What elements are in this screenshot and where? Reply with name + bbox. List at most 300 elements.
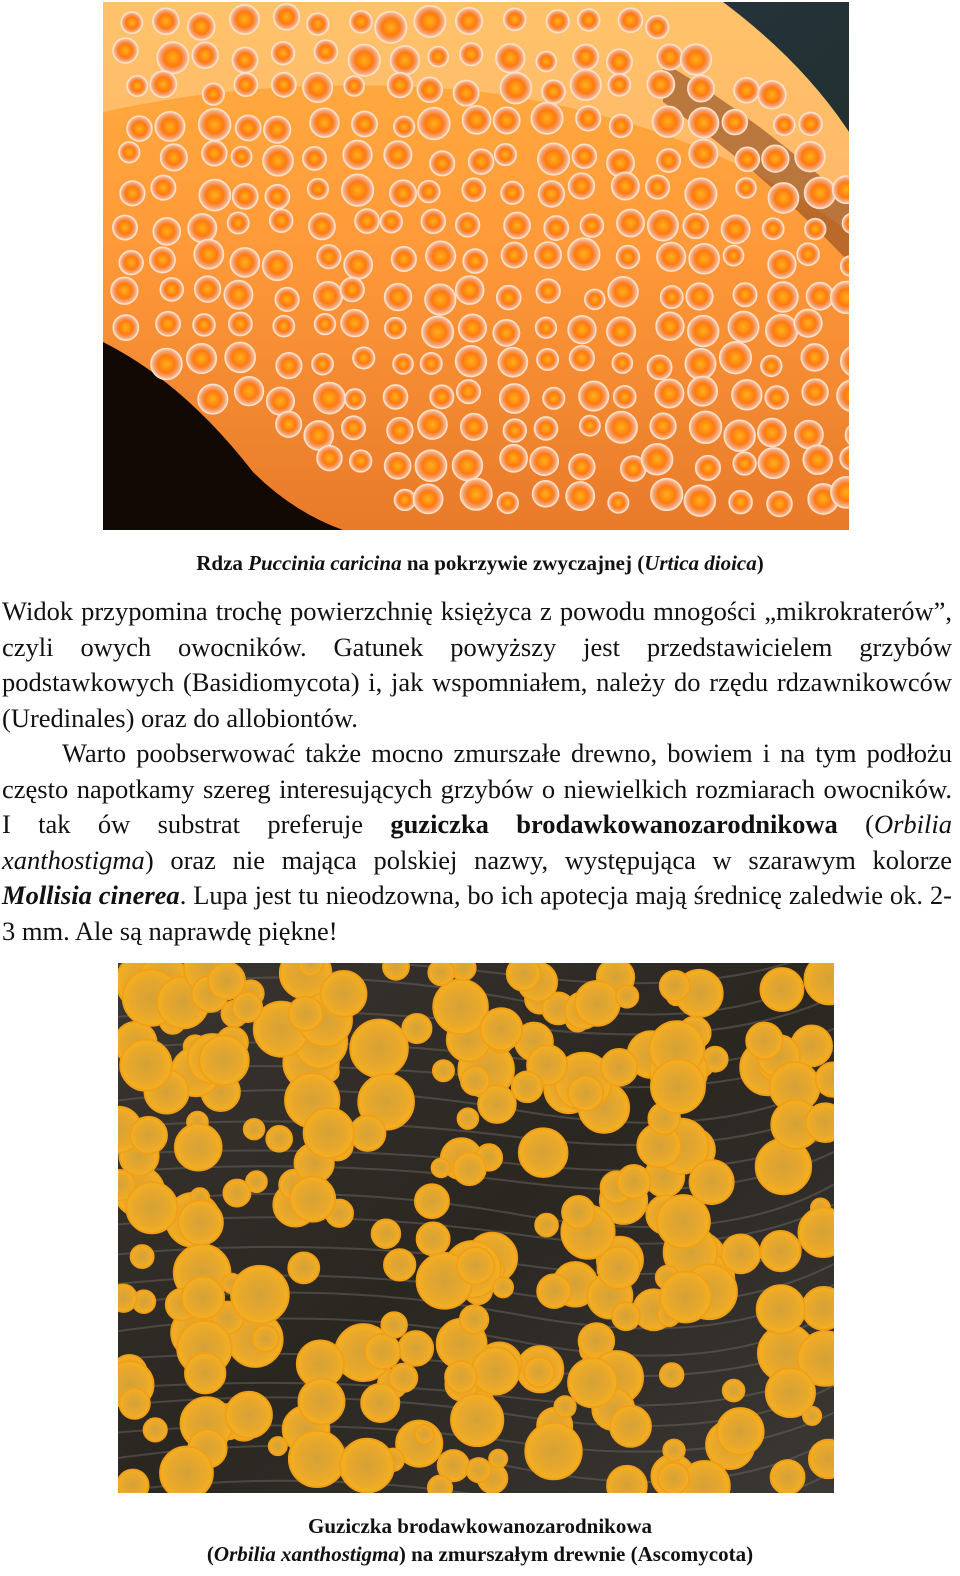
rust-pit — [394, 489, 415, 510]
rust-pit — [569, 454, 595, 480]
rust-pit — [157, 42, 188, 73]
orbilia-disc — [562, 1196, 595, 1229]
rust-pit — [543, 387, 565, 409]
rust-pit — [235, 377, 264, 406]
rust-pit — [353, 347, 375, 369]
rust-pit — [657, 44, 683, 70]
rust-pit — [650, 413, 676, 439]
rust-pit — [155, 112, 184, 141]
orbilia-disc — [617, 1165, 650, 1198]
rust-pit — [314, 40, 337, 63]
rust-pit — [504, 8, 526, 30]
rust-pit — [224, 281, 252, 309]
rust-pit — [721, 215, 749, 243]
rust-pit — [497, 286, 521, 310]
rust-pit — [794, 309, 822, 337]
rust-pit — [352, 111, 377, 136]
rust-pit — [113, 315, 138, 340]
orbilia-disc — [451, 1394, 503, 1446]
rust-pit — [341, 310, 368, 337]
orbilia-disc — [802, 1287, 834, 1330]
rust-pit — [161, 144, 188, 171]
rust-pit — [612, 172, 639, 199]
rust-pit — [314, 282, 342, 310]
rust-pit — [383, 385, 407, 409]
orbilia-disc — [535, 1214, 558, 1237]
rust-pit — [568, 238, 600, 270]
rust-pit — [344, 251, 372, 279]
rust-pit — [425, 284, 456, 315]
orbilia-disc — [415, 1184, 449, 1218]
rust-pit — [765, 386, 788, 409]
rust-pit — [120, 181, 145, 206]
rust-pit — [535, 242, 561, 268]
rust-pit — [617, 209, 644, 236]
rust-pit — [270, 209, 293, 232]
rust-pit — [733, 283, 757, 307]
orbilia-disc — [598, 1247, 640, 1289]
rust-pit — [417, 77, 442, 102]
orbilia-disc — [299, 1379, 345, 1425]
orbilia-disc — [252, 1325, 279, 1352]
orbilia-disc — [289, 997, 323, 1031]
species-latin-name: Orbilia xanthostigma — [2, 809, 952, 875]
rust-pit — [274, 4, 300, 30]
rust-pit — [735, 147, 759, 171]
rust-pit — [469, 149, 494, 174]
rust-pit — [188, 13, 215, 40]
rust-pit — [276, 353, 302, 379]
orbilia-disc — [660, 971, 690, 1001]
orbilia-disc — [612, 1302, 640, 1330]
rust-pit — [198, 384, 228, 414]
rust-pit — [566, 482, 594, 510]
rust-pit — [456, 8, 483, 35]
orbilia-disc — [175, 1124, 222, 1171]
orbilia-disc — [365, 1334, 400, 1369]
rust-pit — [655, 379, 683, 407]
orbilia-disc — [568, 1358, 617, 1407]
rust-pit — [385, 318, 406, 339]
rust-pit — [452, 451, 482, 481]
orbilia-disc — [766, 1368, 815, 1417]
rust-pit — [610, 114, 633, 137]
rust-pit — [734, 78, 759, 103]
rust-pit — [763, 218, 784, 239]
rust-pit — [307, 13, 329, 35]
rust-pit — [618, 8, 642, 32]
rust-pit — [495, 144, 517, 166]
rust-pit — [498, 348, 527, 377]
rust-pit — [384, 141, 412, 169]
rust-pit — [546, 10, 569, 33]
rust-pit — [683, 213, 708, 238]
rust-pit — [503, 419, 526, 442]
rust-pit — [459, 314, 487, 342]
orbilia-disc — [721, 1235, 760, 1274]
orbilia-disc — [717, 1408, 764, 1455]
orbilia-disc — [480, 1008, 522, 1050]
rust-pit — [342, 416, 365, 439]
rust-pit — [421, 209, 445, 233]
rust-pit — [385, 453, 411, 479]
rust-pit — [544, 216, 568, 240]
orbilia-disc — [417, 1222, 450, 1255]
orbilia-disc — [575, 981, 620, 1026]
rust-pit — [685, 178, 717, 210]
rust-pit — [343, 140, 372, 169]
rust-pit — [350, 11, 372, 33]
rust-pit — [113, 215, 137, 239]
rust-pit — [657, 149, 680, 172]
orbilia-disc — [208, 963, 245, 999]
rust-pit — [767, 491, 792, 516]
rust-pit — [568, 316, 596, 344]
orbilia-disc — [381, 1312, 406, 1337]
rust-pit — [264, 116, 291, 143]
rust-pit — [314, 383, 345, 414]
rust-pit — [805, 177, 836, 208]
rust-pit — [413, 484, 442, 513]
orbilia-disc — [472, 1347, 519, 1394]
rust-pit — [768, 250, 796, 278]
rust-pit — [729, 491, 752, 514]
rust-pit — [453, 80, 478, 105]
rust-pit — [733, 452, 756, 475]
orbilia-disc — [568, 1076, 603, 1111]
rust-pit — [608, 492, 629, 513]
orbilia-disc — [428, 963, 454, 985]
rust-pit — [392, 247, 417, 272]
orbilia-disc — [760, 968, 803, 1011]
orbilia-disc — [616, 985, 638, 1007]
rust-pit — [768, 282, 798, 312]
rust-pit — [415, 450, 446, 481]
orbilia-disc — [231, 1266, 289, 1324]
rust-pit — [276, 411, 302, 437]
rust-pit — [723, 246, 743, 266]
rust-pit — [345, 389, 365, 409]
orbilia-disc — [304, 1108, 354, 1158]
orbilia-disc — [361, 1384, 399, 1422]
rust-pit — [688, 75, 714, 101]
rust-pit — [127, 116, 152, 141]
rust-pit — [578, 9, 600, 31]
rust-pit — [234, 73, 257, 96]
rust-pit — [573, 44, 598, 69]
orbilia-disc — [651, 1059, 705, 1113]
rust-pit — [315, 314, 336, 335]
rust-pit — [426, 241, 456, 271]
orbilia-disc — [384, 1249, 415, 1280]
rust-pit — [797, 243, 819, 265]
rust-pit — [530, 447, 558, 475]
orbilia-disc — [457, 1247, 494, 1284]
rust-pit — [606, 411, 638, 443]
rust-pit — [150, 247, 175, 272]
rust-pit — [199, 179, 230, 210]
rust-pit — [462, 106, 490, 134]
rust-pit — [414, 6, 445, 37]
rust-pit — [303, 73, 332, 102]
rust-pit — [194, 239, 223, 268]
rust-pit — [501, 182, 524, 205]
orbilia-disc — [746, 1023, 782, 1059]
rust-pit — [496, 44, 525, 73]
rust-fungus-image — [103, 2, 849, 530]
rust-pit — [500, 445, 527, 472]
rust-pit — [113, 38, 138, 63]
orbilia-disc — [226, 1392, 272, 1438]
rust-pit — [151, 175, 176, 200]
rust-pit — [803, 445, 832, 474]
orbilia-disc — [771, 1460, 805, 1493]
orbilia-disc — [266, 1126, 292, 1152]
rust-pit — [265, 185, 289, 209]
rust-pit — [660, 286, 683, 309]
rust-pit — [569, 173, 595, 199]
rust-pit — [722, 110, 747, 135]
orbilia-disc — [389, 1364, 417, 1392]
rust-pit — [236, 115, 261, 140]
orbilia-disc — [244, 1119, 264, 1139]
rust-pit — [272, 73, 296, 97]
rust-pit — [536, 279, 560, 303]
orbilia-disc — [130, 1117, 167, 1154]
rust-pit — [647, 71, 674, 98]
rust-pit — [646, 16, 669, 39]
rust-pit — [119, 251, 143, 275]
orbilia-disc — [131, 1245, 154, 1268]
rust-pit — [536, 317, 557, 338]
orbilia-disc — [120, 1040, 171, 1091]
rust-pit — [355, 209, 379, 233]
orbilia-disc — [126, 1182, 177, 1233]
paragraph-1: Widok przypomina trochę powierzchnię księżyca z powodu mnogości „mikrokraterów”, czyli owych owocników. Gatunek powyższy jest przedstawicielem grzybów podstawkowych (Basidiomycota) i, jak wspomniałem, należy do rzędu rdzawnikowców (Uredinales) oraz do allobiontów. — [2, 596, 952, 733]
rust-pit — [724, 420, 755, 451]
orbilia-disc — [118, 1470, 148, 1493]
rust-pit — [758, 81, 786, 109]
orbilia-disc — [458, 1108, 479, 1129]
orbilia-disc — [761, 1231, 801, 1271]
orbilia-disc — [489, 1450, 507, 1468]
orbilia-disc — [663, 1440, 684, 1461]
rust-pit — [310, 108, 339, 137]
orbilia-disc — [399, 1331, 433, 1365]
rust-pit — [758, 418, 786, 446]
rust-pit — [153, 218, 180, 245]
rust-pit — [647, 355, 671, 379]
rust-pit — [225, 342, 255, 372]
rust-pit — [394, 116, 415, 137]
rust-pit — [385, 284, 412, 311]
figure2-caption: Guziczka brodawkowanozarodnikowa (Orbilia xanthostigma) na zmurszałym drewnie (Ascomycota) — [206, 1514, 754, 1566]
rust-pit — [390, 180, 416, 206]
rust-pit — [375, 11, 407, 43]
rust-pit — [393, 354, 413, 374]
rust-pit — [689, 108, 719, 138]
rust-pit — [689, 139, 718, 168]
rust-pit — [418, 181, 440, 203]
orbilia-disc — [383, 963, 409, 980]
rust-pit — [608, 277, 638, 307]
orbilia-disc — [554, 1396, 575, 1417]
orbilia-disc — [690, 1160, 734, 1204]
rust-pit — [350, 450, 372, 472]
rust-pit — [229, 312, 252, 335]
rust-pit — [494, 107, 520, 133]
rust-pit — [805, 219, 826, 240]
rust-pit — [430, 385, 454, 409]
rust-pit — [456, 276, 484, 304]
rust-pit — [732, 380, 762, 410]
rust-pit — [774, 114, 795, 135]
rust-pit — [728, 312, 758, 342]
rust-pit — [231, 146, 251, 166]
orbilia-disc — [519, 1128, 568, 1177]
orbilia-disc — [460, 1305, 488, 1333]
orbilia-disc — [660, 1363, 683, 1386]
rust-pit — [570, 70, 601, 101]
rust-pit — [387, 418, 413, 444]
rust-pit — [720, 342, 752, 374]
rust-pit — [233, 184, 258, 209]
rust-pit — [656, 312, 684, 340]
rust-pit — [340, 278, 364, 302]
rust-pit — [617, 246, 640, 269]
rust-pit — [534, 417, 557, 440]
rust-pit — [758, 448, 789, 479]
rust-pit — [430, 151, 455, 176]
rust-pit — [652, 106, 683, 137]
rust-pit — [690, 411, 722, 443]
rust-pit — [202, 141, 227, 166]
rust-pit — [317, 245, 341, 269]
rust-pit — [232, 47, 257, 72]
rust-pit — [768, 183, 798, 213]
orbilia-disc — [433, 1060, 454, 1081]
orbilia-disc — [223, 1180, 250, 1207]
rust-pit — [428, 47, 448, 67]
species-latin-name-2: Mollisia cinerea — [2, 880, 180, 910]
rust-pit — [150, 71, 176, 97]
rust-pit — [230, 5, 259, 34]
rust-pit — [646, 175, 670, 199]
rust-pit — [460, 478, 492, 510]
orbilia-disc — [290, 1177, 335, 1222]
orbilia-disc — [432, 1158, 451, 1177]
orbilia-disc — [467, 1458, 491, 1482]
rust-pit — [348, 44, 380, 76]
orbilia-on-wood-photo — [118, 963, 834, 1493]
orbilia-disc — [806, 1103, 834, 1142]
rust-pit — [312, 354, 333, 375]
rust-pit — [456, 346, 487, 377]
rust-pit — [607, 317, 636, 346]
orbilia-disc — [289, 1431, 345, 1487]
paragraph-2: Warto poobserwować także mocno zmurszałe drewno, bowiem i na tym podłożu często napotkamy szereg interesujących grzybów o niewielkich rozmiarach owocników. I tak ów substrat preferuje guziczka brodawkowanozarodnikowa (Orbilia xanthostigma) oraz nie mająca polskiej nazwy, występująca w szarawym kolorze Mollisia cinerea. Lupa jest tu nieodzowna, bo ich apotecja mają średnicę zaledwie ok. 2-3 mm. Ale są naprawdę piękne! — [2, 738, 952, 946]
rust-pit — [689, 244, 719, 274]
rust-pit — [388, 73, 413, 98]
rust-fungus-photo — [103, 2, 849, 530]
rust-pit — [688, 316, 719, 347]
rust-pit — [801, 344, 828, 371]
rust-pit — [500, 384, 529, 413]
orbilia-disc — [723, 1380, 745, 1402]
rust-pit — [463, 249, 487, 273]
rust-pit — [418, 108, 450, 140]
rust-pit — [308, 179, 329, 200]
rust-pit — [501, 242, 526, 267]
rust-pit — [457, 380, 481, 404]
rust-pit — [461, 414, 488, 441]
orbilia-disc — [340, 1439, 394, 1493]
orbilia-disc — [199, 1036, 248, 1085]
rust-pit — [580, 214, 603, 237]
rust-pit — [462, 178, 485, 201]
rust-pit — [802, 379, 828, 405]
rust-pit — [456, 213, 480, 237]
rust-pit — [199, 109, 231, 141]
orbilia-disc — [537, 1274, 571, 1308]
orbilia-disc — [321, 971, 367, 1017]
orbilia-disc — [350, 1020, 408, 1078]
rust-pit — [119, 142, 140, 163]
rust-pit — [576, 106, 601, 131]
orbilia-disc — [610, 1406, 651, 1447]
rust-pit — [230, 248, 259, 277]
orbilia-disc — [507, 963, 541, 991]
orbilia-disc — [178, 1200, 223, 1245]
rust-pit — [538, 143, 570, 175]
rust-pit — [500, 72, 531, 103]
figure1-caption: Rdza Puccinia caricina na pokrzywie zwyczajnej (Urtica dioica) — [196, 551, 764, 575]
rust-pit — [193, 314, 215, 336]
rust-pit — [380, 211, 402, 233]
rust-pit — [195, 276, 221, 302]
rust-pit — [537, 349, 558, 370]
rust-pit — [460, 43, 483, 66]
rust-pit — [111, 277, 138, 304]
orbilia-disc — [269, 1437, 287, 1455]
orbilia-disc — [493, 1277, 513, 1297]
rust-pit — [273, 315, 294, 336]
orbilia-disc — [658, 1463, 689, 1493]
rust-pit — [192, 42, 218, 68]
orbilia-disc — [160, 1447, 213, 1493]
rust-pit — [303, 147, 326, 170]
rust-pit — [317, 446, 342, 471]
rust-pit — [187, 344, 217, 374]
orbilia-disc — [428, 1476, 452, 1493]
rust-pit — [497, 492, 518, 513]
rust-pit — [685, 349, 715, 379]
rust-pit — [263, 146, 293, 176]
orbilia-disc — [757, 1285, 805, 1333]
rust-pit — [275, 288, 299, 312]
rust-pit — [160, 278, 183, 301]
rust-pit — [580, 416, 600, 436]
rust-pit — [504, 212, 530, 238]
rust-pit — [612, 353, 632, 373]
rust-pit — [121, 12, 142, 33]
rust-pit — [657, 243, 686, 272]
rust-pit — [156, 312, 180, 336]
rust-pit — [696, 456, 721, 481]
rust-pit — [344, 76, 364, 96]
rust-pit — [532, 481, 558, 507]
orbilia-disc — [350, 1115, 385, 1150]
